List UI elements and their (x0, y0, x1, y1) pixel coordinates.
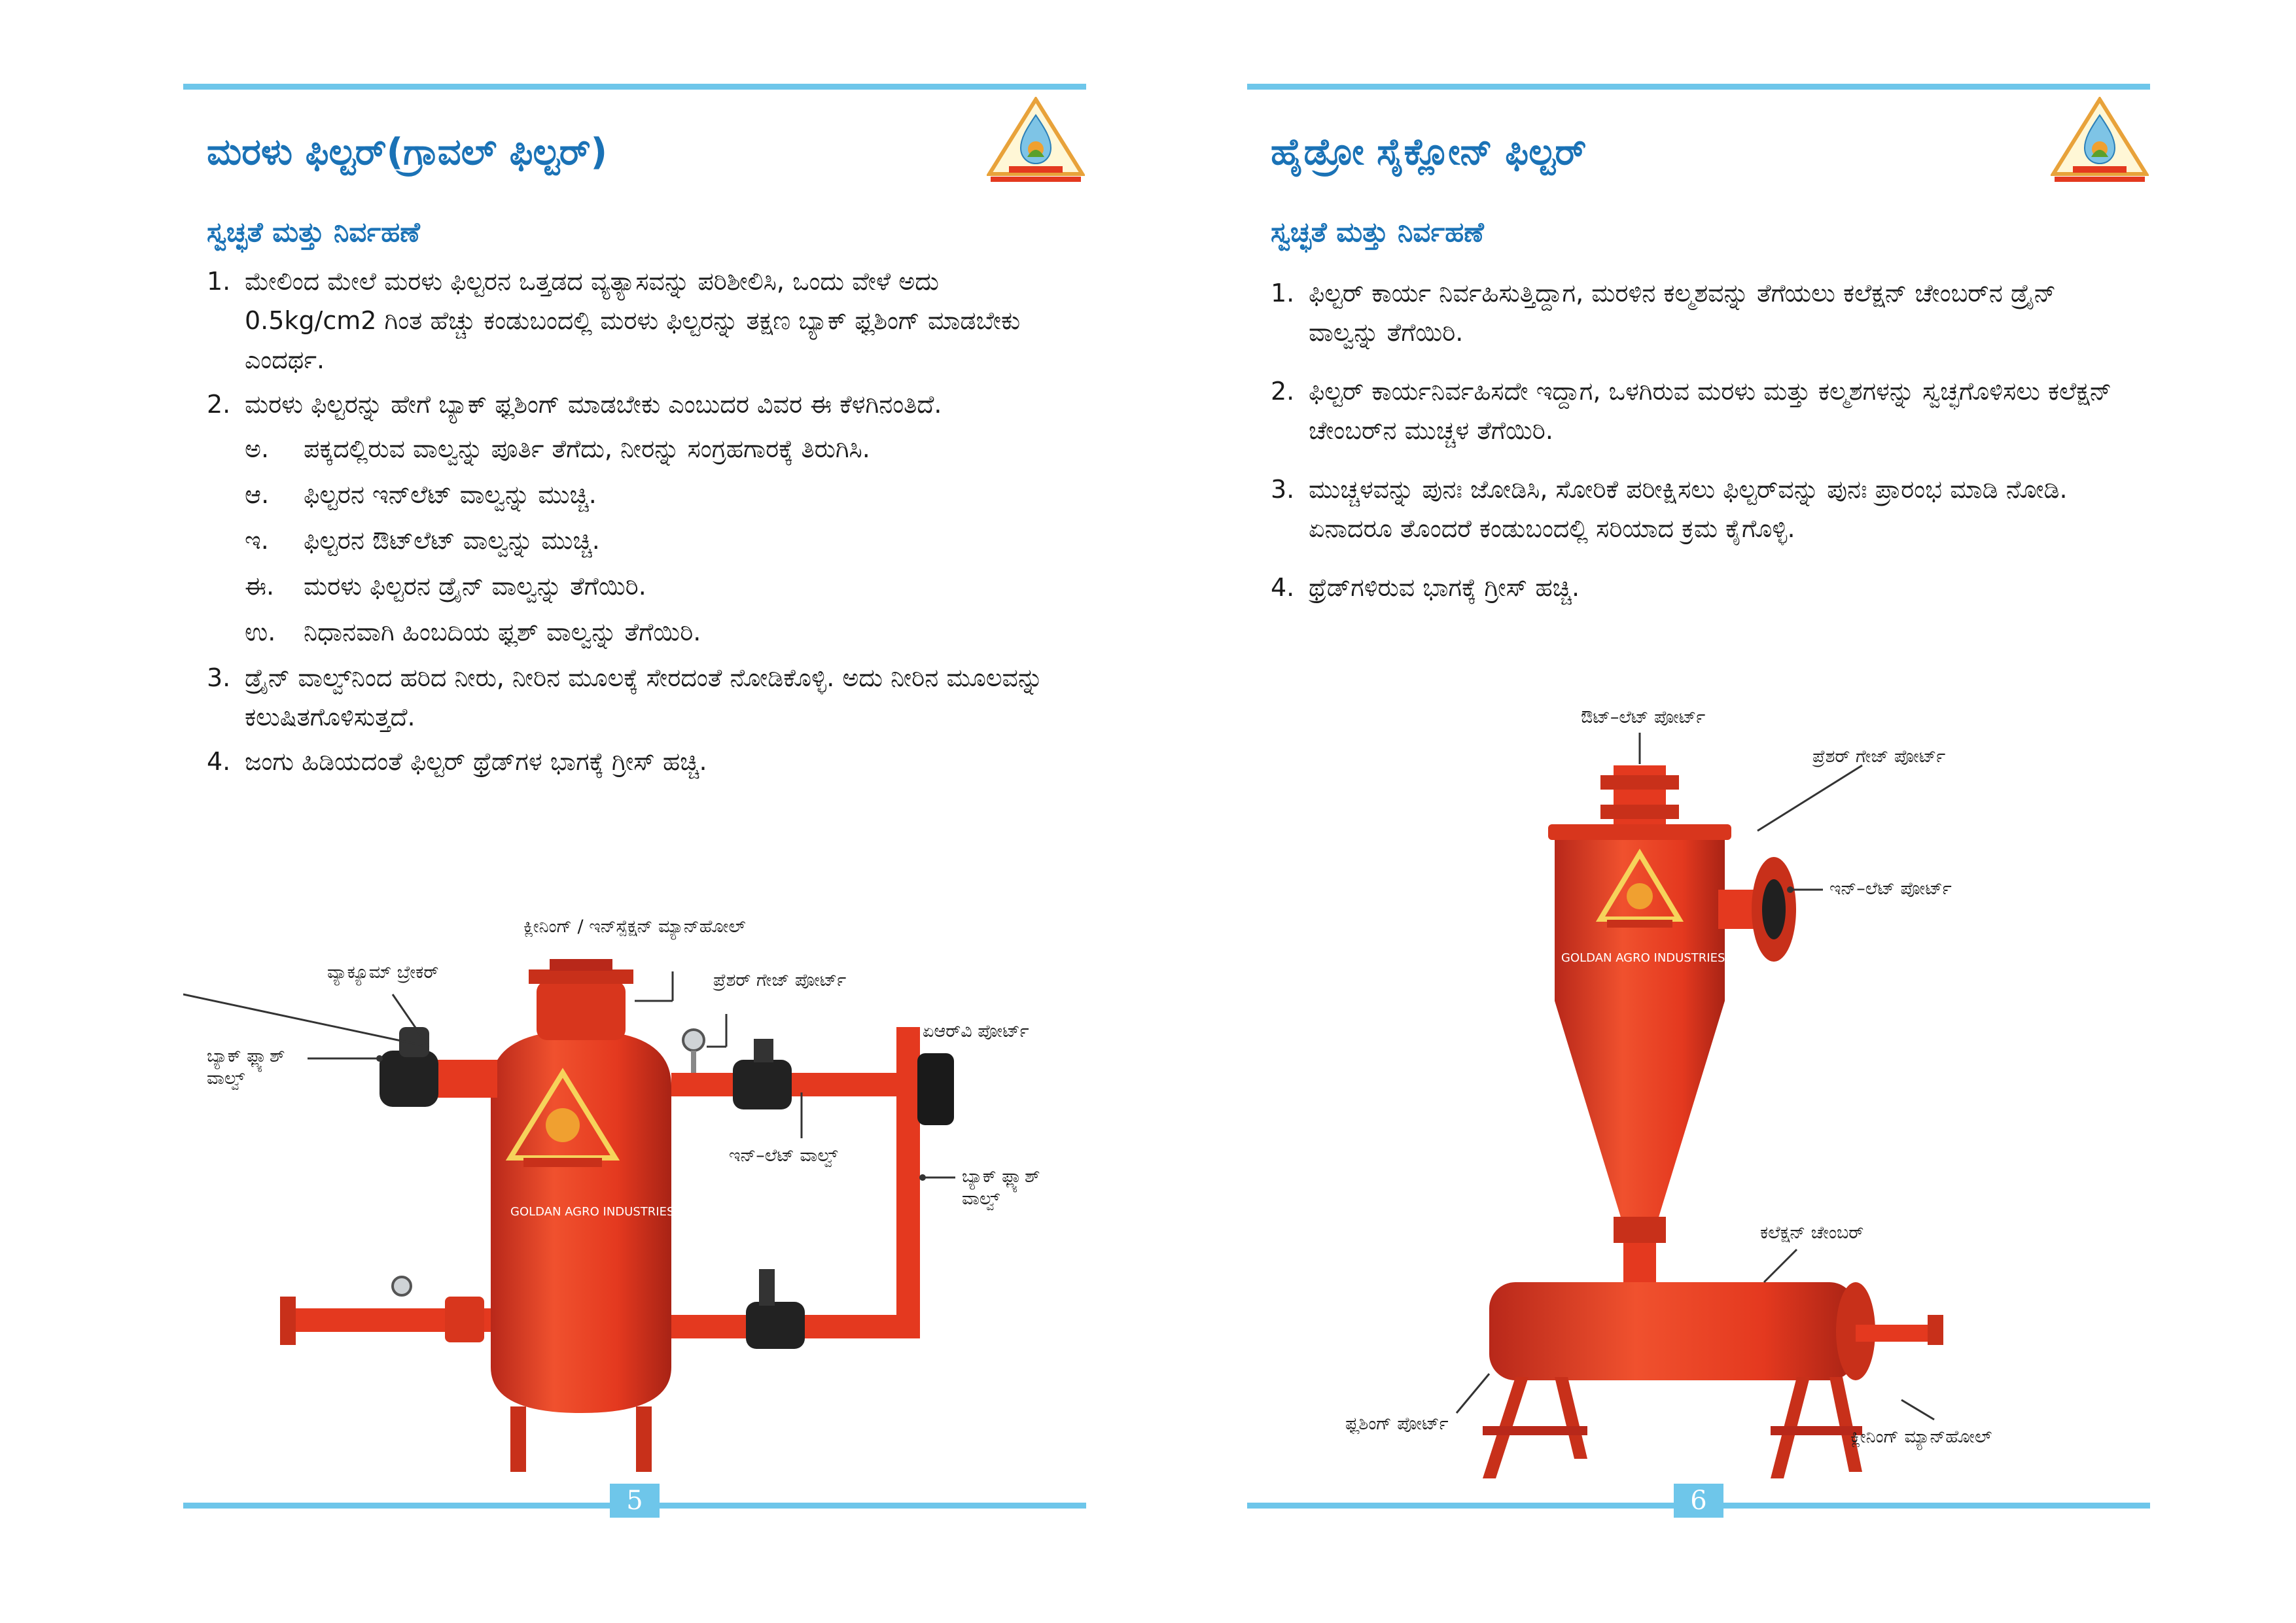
label-arv-port: ಏಆರ್‌ವಿ ಪೋರ್ಟ್ (923, 1021, 1029, 1041)
section-subtitle: ಸ್ವಚ್ಛತೆ ಮತ್ತು ನಿರ್ವಹಣೆ (1271, 216, 1484, 248)
substep-number: ಅ. (245, 434, 270, 463)
list-item (207, 385, 1064, 424)
step-text: ಮೇಲಿಂದ ಮೇಲೆ ಮರಳು ಫಿಲ್ಟರನ ಒತ್ತಡದ ವ್ಯತ್ಯಾಸವನ್ನು ಪರಿಶೀಲಿಸಿ, ಒಂದು ವೇಳೆ ಅದು 0.5kg/cm2 ಗಿಂತ ಹೆಚ್ಚು ಕಂಡುಬಂದಲ್ಲಿ ಮರಳು ಫಿಲ್ಟರನ್ನು ತಕ್ಷಣ ಬ್ಯಾಕ್ ಫ್ಲಶಿಂಗ್ ಮಾಡಬೇಕು ಎಂದರ್ಥ. (245, 267, 1021, 374)
hydrocyclone-illustration (1247, 693, 2150, 1485)
substep-number: ಉ. (245, 618, 276, 646)
step-number: 2. (207, 390, 231, 419)
substep-number: ಈ. (245, 572, 275, 601)
list-item (1271, 470, 2128, 548)
label-backwash-left: ಬ್ಯಾಕ್ ಫ್ಲ್ಯಾಶ್ ವಾಲ್ವ್ (207, 1046, 285, 1089)
list-item (207, 742, 1064, 781)
substep-text: ನಿಧಾನವಾಗಿ ಹಿಂಬದಿಯ ಫ್ಲಶ್ ವಾಲ್ವನ್ನು ತೆಗೆಯಿರಿ. (304, 618, 701, 646)
page-title: ಮರಳು ಫಿಲ್ಟರ್(ಗ್ರಾವಲ್ ಫಿಲ್ಟರ್) (207, 131, 608, 173)
step-number: 1. (207, 267, 231, 296)
sand-filter-figure (183, 896, 1086, 1485)
label-outlet-port: ಔಟ್–ಲೆಟ್ ಪೋರ್ಟ್ (1581, 707, 1706, 727)
label-collection-chamber: ಕಲೆಕ್ಷನ್ ಚೇಂಬರ್ (1760, 1223, 1864, 1243)
label-backwash-right: ಬ್ಯಾಕ್ ಫ್ಲ್ಯಾಶ್ ವಾಲ್ವ್ (962, 1166, 1040, 1209)
list-item (1271, 372, 2128, 450)
step-text: ಥ್ರೆಡ್‌ಗಳಿರುವ ಭಾಗಕ್ಕೆ ಗ್ರೀಸ್ ಹಚ್ಚಿ. (1309, 573, 1580, 602)
left-page (183, 0, 1099, 1623)
substep-text: ಮರಳು ಫಿಲ್ಟರನ ಡ್ರೈನ್ ವಾಲ್ವನ್ನು ತೆಗೆಯಿರಿ. (304, 572, 646, 601)
page-number: 5 (610, 1484, 660, 1518)
step-text: ಫಿಲ್ಟರ್ ಕಾರ್ಯನಿರ್ವಹಿಸದೇ ಇದ್ದಾಗ, ಒಳಗಿರುವ ಮರಳು ಮತ್ತು ಕಲ್ಮಶಗಳನ್ನು ಸ್ವಚ್ಛಗೊಳಿಸಲು ಕಲೆಕ್ಷನ್ ಚೇಂಬರ್‌ನ ಮುಚ್ಚಳ ತೆಗೆಯಿರಿ. (1309, 377, 2112, 445)
list-item (1271, 568, 2128, 607)
hydrocyclone-figure (1247, 693, 2150, 1485)
substep-number: ಇ. (245, 526, 269, 555)
substep-text: ಫಿಲ್ಟರನ ಇನ್‌ಲೆಟ್ ವಾಲ್ವನ್ನು ಮುಚ್ಚಿ. (304, 480, 597, 509)
step-number: 2. (1271, 377, 1295, 406)
label-flushing-port: ಫ್ಲಶಿಂಗ್ ಪೋರ್ಟ್ (1345, 1414, 1449, 1434)
section-subtitle: ಸ್ವಚ್ಛತೆ ಮತ್ತು ನಿರ್ವಹಣೆ (207, 216, 420, 248)
step-number: 3. (1271, 475, 1295, 504)
steps-list (1271, 273, 2128, 627)
substep-text: ಪಕ್ಕದಲ್ಲಿರುವ ವಾಲ್ವನ್ನು ಪೂರ್ತಿ ತೆಗೆದು, ನೀರನ್ನು ಸಂಗ್ರಹಗಾರಕ್ಕೆ ತಿರುಗಿಸಿ. (304, 434, 870, 463)
page-title: ಹೈಡ್ರೋ ಸೈಕ್ಲೋನ್ ಫಿಲ್ಟರ್ (1271, 131, 1587, 173)
list-item (207, 262, 1064, 379)
tank-brand-text: GOLDAN AGRO INDUSTRIES (510, 1205, 675, 1219)
step-text: ಮುಚ್ಚಳವನ್ನು ಪುನಃ ಜೋಡಿಸಿ, ಸೋರಿಕೆ ಪರೀಕ್ಷಿಸಲು ಫಿಲ್ಟರ್‌ವನ್ನು ಪುನಃ ಪ್ರಾರಂಭ ಮಾಡಿ ನೋಡಿ. ಏನಾದರೂ ತೊಂದರೆ ಕಂಡುಬಂದಲ್ಲಿ ಸರಿಯಾದ ಕ್ರಮ ಕೈಗೊಳ್ಳಿ. (1309, 475, 2068, 543)
steps-list (207, 262, 1064, 786)
sub-list-item (245, 612, 1064, 652)
sub-list-item (245, 521, 1064, 560)
step-text: ಫಿಲ್ಟರ್ ಕಾರ್ಯ ನಿರ್ವಹಿಸುತ್ತಿದ್ದಾಗ, ಮರಳಿನ ಕಲ್ಮಶವನ್ನು ತೆಗೆಯಲು ಕಲೆಕ್ಷನ್ ಚೇಂಬರ್‌ನ ಡ್ರೈನ್ ವಾಲ್ವನ್ನು ತೆಗೆಯಿರಿ. (1309, 279, 2057, 347)
sub-list-item (245, 475, 1064, 514)
sand-filter-illustration (183, 896, 1086, 1485)
label-cleaning-manhole: ಕ್ಲೀನಿಂಗ್ ಮ್ಯಾನ್‌ಹೋಲ್ (1850, 1427, 1992, 1447)
sub-list-item (245, 429, 1064, 468)
step-number: 4. (1271, 573, 1295, 602)
label-inlet-port: ಇನ್–ಲೆಟ್ ಪೋರ್ಟ್ (1829, 879, 1952, 899)
label-pressure-gauge: ಪ್ರೆಶರ್ ಗೇಜ್ ಪೋರ್ಟ್ (1812, 746, 1946, 767)
right-page (1247, 0, 2163, 1623)
list-item (207, 658, 1064, 737)
step-text: ಜಂಗು ಹಿಡಿಯದಂತೆ ಫಿಲ್ಟರ್ ಥ್ರೆಡ್‌ಗಳ ಭಾಗಕ್ಕೆ ಗ್ರೀಸ್ ಹಚ್ಚಿ. (245, 747, 707, 776)
page-number: 6 (1674, 1484, 1723, 1518)
brand-logo (987, 97, 1085, 183)
substep-number: ಆ. (245, 480, 270, 509)
brand-logo (2051, 97, 2149, 183)
label-vacuum-breaker: ವ್ಯಾಕ್ಯೂಮ್ ಬ್ರೇಕರ್ (327, 962, 439, 983)
step-number: 4. (207, 747, 231, 776)
substep-text: ಫಿಲ್ಟರನ ಔಟ್‌ಲೆಟ್ ವಾಲ್ವನ್ನು ಮುಚ್ಚಿ. (304, 526, 600, 555)
top-rule (183, 84, 1086, 90)
list-item (1271, 273, 2128, 352)
sub-list-item (245, 567, 1064, 606)
step-number: 3. (207, 663, 231, 692)
top-rule (1247, 84, 2150, 90)
label-inlet-valve: ಇನ್–ಲೆಟ್ ವಾಲ್ವ್ (729, 1145, 838, 1166)
label-pressure-gauge: ಪ್ರೆಶರ್ ಗೇಜ್ ಪೋರ್ಟ್ (713, 970, 847, 990)
step-text: ಮರಳು ಫಿಲ್ಟರನ್ನು ಹೇಗೆ ಬ್ಯಾಕ್ ಫ್ಲಶಿಂಗ್ ಮಾಡಬೇಕು ಎಂಬುದರ ವಿವರ ಈ ಕೆಳಗಿನಂತಿದೆ. (245, 390, 942, 419)
step-number: 1. (1271, 279, 1295, 307)
tank-brand-text: GOLDAN AGRO INDUSTRIES (1561, 951, 1725, 965)
label-cleaning-manhole: ಕ್ಲೀನಿಂಗ್ / ಇನ್‌ಸ್ಪೆಕ್ಷನ್ ಮ್ಯಾನ್‌ಹೋಲ್ (523, 916, 746, 937)
step-text: ಡ್ರೈನ್ ವಾಲ್ವ್‌ನಿಂದ ಹರಿದ ನೀರು, ನೀರಿನ ಮೂಲಕ್ಕೆ ಸೇರದಂತೆ ನೋಡಿಕೊಳ್ಳಿ. ಅದು ನೀರಿನ ಮೂಲವನ್ನು ಕಲುಷಿತಗೊಳಿಸುತ್ತದೆ. (245, 663, 1044, 731)
